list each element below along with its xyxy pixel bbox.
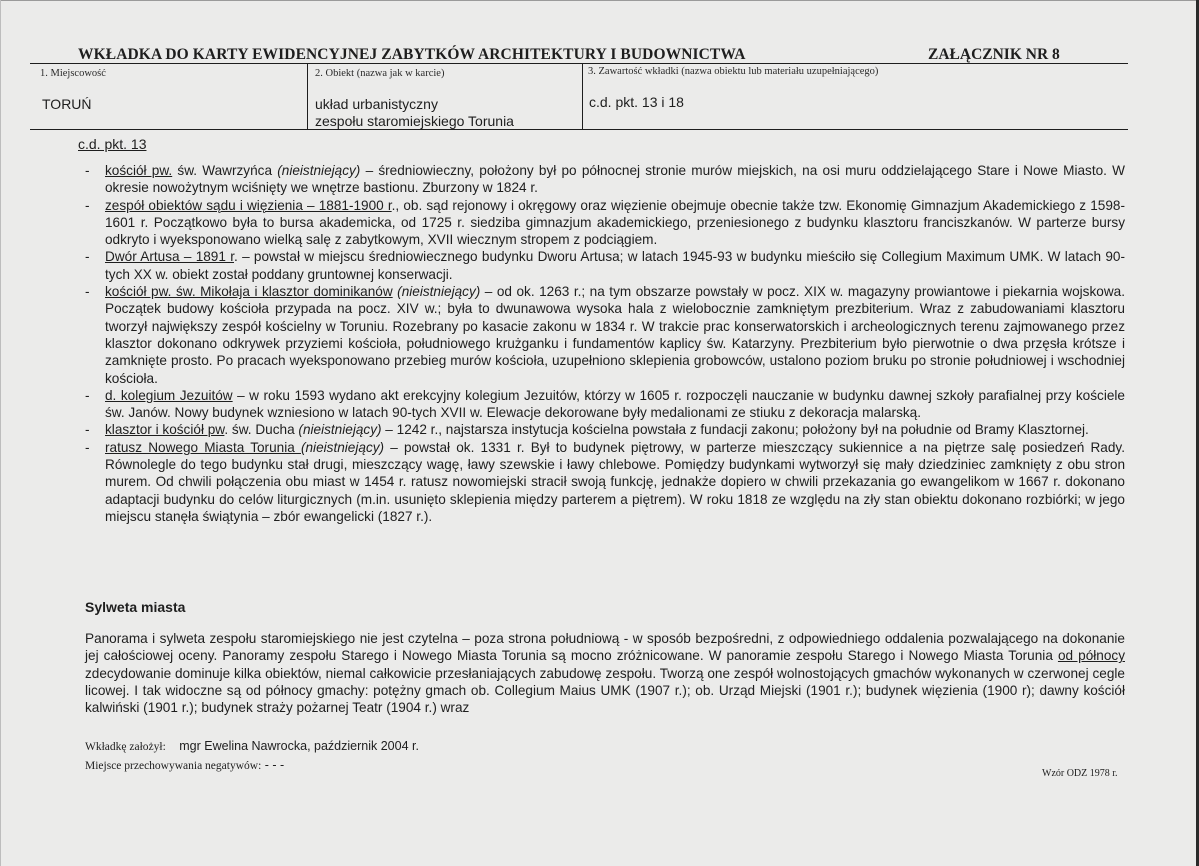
bullet-dash: - [85,387,90,403]
author-line [85,739,419,753]
bullet-dash: - [85,439,90,455]
bullet-dash: - [85,197,90,213]
paragraph-text-end: zdecydowanie dominuje kilka obiektów, niemal całkowicie przesłaniających zabudowę zespołu. Tworzą one zespół wolnostojących gmachów wykonanych w czerwonej cegle licowej. I tak widoczne są od północy gmachy: potężny gmach ob. Collegium Maius UMK (1907 r.); ob. Urząd Miejski (1901 r.); budynek więzienia (1900 r); dawny kościół kalwiński (1901 r.); budynek straży pożarnej Teatr (1904 r.) wraz [85,665,1125,716]
list-item [85,197,1125,249]
item-name-rest: . św. Ducha [224,422,299,438]
object-label: 2. Obiekt (nazwa jak w karcie) [315,68,445,79]
item-text: – powstał ok. 1331 r. Był to budynek piętrowy, w parterze mieszczący sukiennice a na piętrze salę posiedzeń Rady. Równolegle do tego budynku stał drugi, mieszczący wagę, ławy szewskie i ławy chlebowe. Pomiędzy budynkami wytworzył się mały dziedziniec zamknięty z obu stron murem. Od chwili połączenia obu miast w 1454 r. ratusz nowomiejski stracił swoją funkcję, jednakże dopiero w chwili przekazania go ewangelikom w 1667 r. dokonano adaptacji budynku do celów liturgicznych (m.in. usunięto sklepienia między parterem a piętrem). W roku 1818 ze względu na zły stan obiektu dokonano rozbiórki; w jego miejscu stanęła świątynia – zbór ewangelicki (1827 r.). [105,439,1125,524]
monument-list [85,162,1125,525]
locality-label: 1. Miejscowość [40,68,106,79]
list-item [85,421,1125,438]
item-text: – od ok. 1263 r.; na tym obszarze powstały w pocz. XIX w. magazyny prowiantowe i piekarnia wojskowa. Początek budowy kościoła przypada na pocz. XIV w.; była to dwunawowa wysoka hala z wielobocznie zamkniętym prezbiterium. Wraz z zabudowaniami klasztoru tworzył największy zespół kościelny w Toruniu. Rozebrany po kasacie zakonu w 1834 r. W trakcie prac konserwatorskich i archeologicznych terenu zajmowanego przez klasztor dokonano odkrywek przyziemi kościoła, południowego krużganku i fundamentów kaplicy św. Katarzyny. Prezbiterium było pierwotnie o dwa przęsła krótsze i zamknięte prosto. Po pracach wyeksponowano przebieg murów kościoła, uzupełniono sklepienia grobowców, ustalono poziom bruku po stronie południowej i wschodniej kościoła. [105,284,1125,386]
item-name: zespół obiektów sądu i więzienia – 1881-1900 r [105,197,392,213]
locality-value: TORUŃ [42,96,92,112]
item-note: (nieistniejący) [392,284,481,300]
author-label: Wkładkę założył: [85,741,166,753]
content-label: 3. Zawartość wkładki (nazwa obiektu lub materiału uzupełniającego) [588,66,879,77]
list-item [85,439,1125,525]
header-rule [30,63,1128,64]
scan-edge-top [0,0,1199,1]
form-model: Wzór ODZ 1978 r. [1042,768,1118,779]
bullet-dash: - [85,163,90,178]
bullet-dash: - [85,249,90,265]
item-text: – średniowieczny, położony był po północnej stronie murów miejskich, na osi muru oddzielającego Stare i Nowe Miasto. W okresie nowożytnym wciśnięty we wnętrze bastionu. Zburzony w 1824 r. [105,163,1125,196]
scan-edge-left [0,0,1,866]
list-item [85,248,1125,283]
item-text: . – powstał w miejscu średniowiecznego budynku Dworu Artusa; w latach 1945-93 w budynku mieściło się Collegium Maximum UMK. W latach 90-tych XX w. obiekt został poddany gruntownej konserwacji. [105,249,1125,282]
bullet-dash: - [85,284,90,300]
item-note: (nieistniejący) [277,163,361,178]
item-name-rest: św. Wawrzyńca [172,163,278,178]
negatives-value: - - - [264,758,285,772]
item-name: kościół pw. [105,163,173,178]
paragraph-text: Panorama i sylweta zespołu staromiejskiego nie jest czytelna – poza strona południową - w sposób bezpośredni, z odpowiedniego oddalenia pozwalającego na dokonanie jej całościowej oceny. Panoramy zespołu Starego i Nowego Miasta Torunia są mocno zróżnicowane. W panoramie zespołu Starego i Nowego Miasta Torunia [85,631,1125,664]
negatives-label: Miejsce przechowywania negatywów: [85,760,262,772]
object-value-line2: zespołu staromiejskiego Torunia [315,113,514,129]
field-divider-1 [307,63,308,129]
item-text: – 1242 r., najstarsza instytucja kościelna powstała z fundacji zakonu; położony był na południe od Bramy Klasztornej. [381,422,1089,438]
paragraph-underlined: od północy [1057,648,1125,664]
negatives-line [85,758,284,772]
silhouette-heading: Sylweta miasta [85,599,186,615]
content-value: c.d. pkt. 13 i 18 [589,94,684,110]
item-text: ., ob. sąd rejonowy i okręgowy oraz więzienie obejmuje obecnie także tzw. Ekonomię Gimnazjum Akademickiego z 1598-1601 r. Początkowo była to bursa akademicka, od 1725 r. siedziba gimnazjum akademickiego, przeniesionego z budynku klasztoru franciszkanów. W parterze bursy odkryto i wyeksponowano wielką salę z zabytkowym, XVII wiecznym stropem z podciągiem. [105,197,1125,248]
item-name: Dwór Artusa – 1891 r [105,249,234,265]
list-item [85,283,1125,387]
annex-number: ZAŁĄCZNIK NR 8 [928,46,1060,63]
item-name: kościół pw. św. Mikołaja i klasztor dominikanów [105,284,393,300]
fields-bottom-rule [30,129,1128,130]
item-text: – w roku 1593 wydano akt erekcyjny kolegium Jezuitów, którzy w 1605 r. rozpoczęli nauczanie w budynku dawnej szkoły parafialnej przy kościele św. Janów. Nowy budynek wzniesiono w latach 90-tych XVII w. Elewacje dekorowane były medalionami ze stiuku z dekoracja malarską. [105,387,1125,421]
form-title: WKŁADKA DO KARTY EWIDENCYJNEJ ZABYTKÓW ARCHITEKTURY I BUDOWNICTWA [78,46,746,63]
item-name: d. kolegium Jezuitów [105,387,233,403]
item-note: (nieistniejący) [300,439,385,455]
item-note: (nieistniejący) [298,422,382,438]
object-value-line1: układ urbanistyczny [315,96,438,112]
item-name: klasztor i kościół pw [105,422,225,438]
list-item [85,387,1125,422]
bullet-dash: - [85,422,90,438]
item-name: ratusz Nowego Miasta Torunia [105,439,301,455]
silhouette-paragraph [85,630,1125,716]
field-divider-2 [582,63,583,129]
section-reference: c.d. pkt. 13 [78,136,147,152]
list-item [85,162,1125,197]
author-value: mgr Ewelina Nawrocka, październik 2004 r. [179,739,419,753]
